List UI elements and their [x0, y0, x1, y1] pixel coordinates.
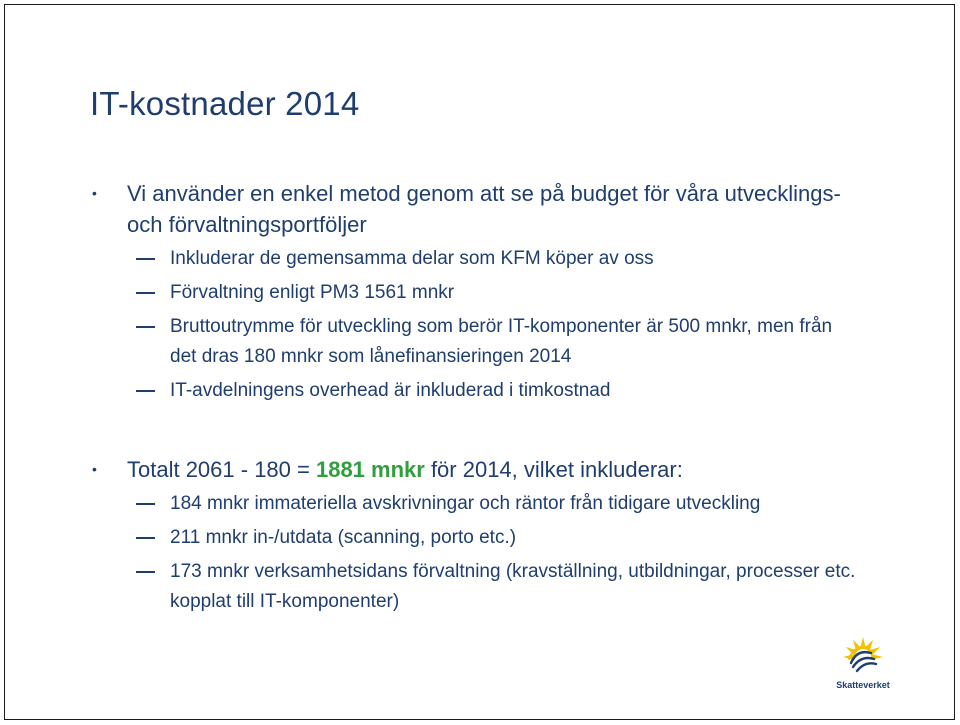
dash-marker: [136, 292, 155, 294]
sub-item: [92, 557, 862, 617]
dash-marker: [136, 258, 155, 260]
bullet-dot: •: [92, 461, 97, 477]
logo-wordmark: Skatteverket: [836, 680, 890, 690]
dash-marker: [136, 537, 155, 539]
sub-list-2: [92, 489, 862, 617]
main-bullet-2: [92, 454, 862, 485]
skatteverket-logo-icon: [829, 633, 897, 679]
slide-title: IT-kostnader 2014: [90, 85, 360, 122]
main-bullet-1-text: Vi använder en enkel metod genom att se på budget för våra utvecklings- och förvaltningsportföljer: [127, 181, 841, 237]
sub-item-text: Inkluderar de gemensamma delar som KFM köper av oss: [170, 248, 654, 269]
main-bullet-2-prefix: Totalt 2061 - 180 =: [127, 457, 316, 482]
dash-marker: [136, 326, 155, 328]
sub-item-text: Bruttoutrymme för utveckling som berör IT-komponenter är 500 mnkr, men från det dras 180 mnkr som lånefinansieringen 2014: [170, 316, 833, 367]
dash-marker: [136, 571, 155, 573]
sub-item: [92, 278, 862, 308]
total-highlight: 1881 mnkr: [315, 457, 425, 482]
section-2: [92, 454, 862, 621]
sub-item-text: IT-avdelningens overhead är inkluderad i timkostnad: [170, 380, 611, 401]
sub-item-text: 173 mnkr verksamhetsidans förvaltning (kravställning, utbildningar, processer etc. kopplat till IT-komponenter): [170, 561, 856, 612]
sub-list-1: [92, 244, 862, 406]
sub-item: [92, 244, 862, 274]
dash-marker: [136, 503, 155, 505]
sub-item: [92, 523, 862, 553]
sub-item: [92, 489, 862, 519]
bullet-dot: •: [92, 185, 97, 201]
sub-item: [92, 376, 862, 406]
main-bullet-1: [92, 178, 862, 240]
skatteverket-logo: [829, 633, 897, 693]
sub-item-text: 211 mnkr in-/utdata (scanning, porto etc.): [170, 527, 517, 548]
sub-item-text: Förvaltning enligt PM3 1561 mnkr: [170, 282, 455, 303]
dash-marker: [136, 390, 155, 392]
sub-item: [92, 312, 862, 372]
section-1: [92, 178, 862, 410]
sub-item-text: 184 mnkr immateriella avskrivningar och räntor från tidigare utveckling: [170, 493, 761, 514]
main-bullet-2-suffix: för 2014, vilket inkluderar:: [424, 457, 683, 482]
